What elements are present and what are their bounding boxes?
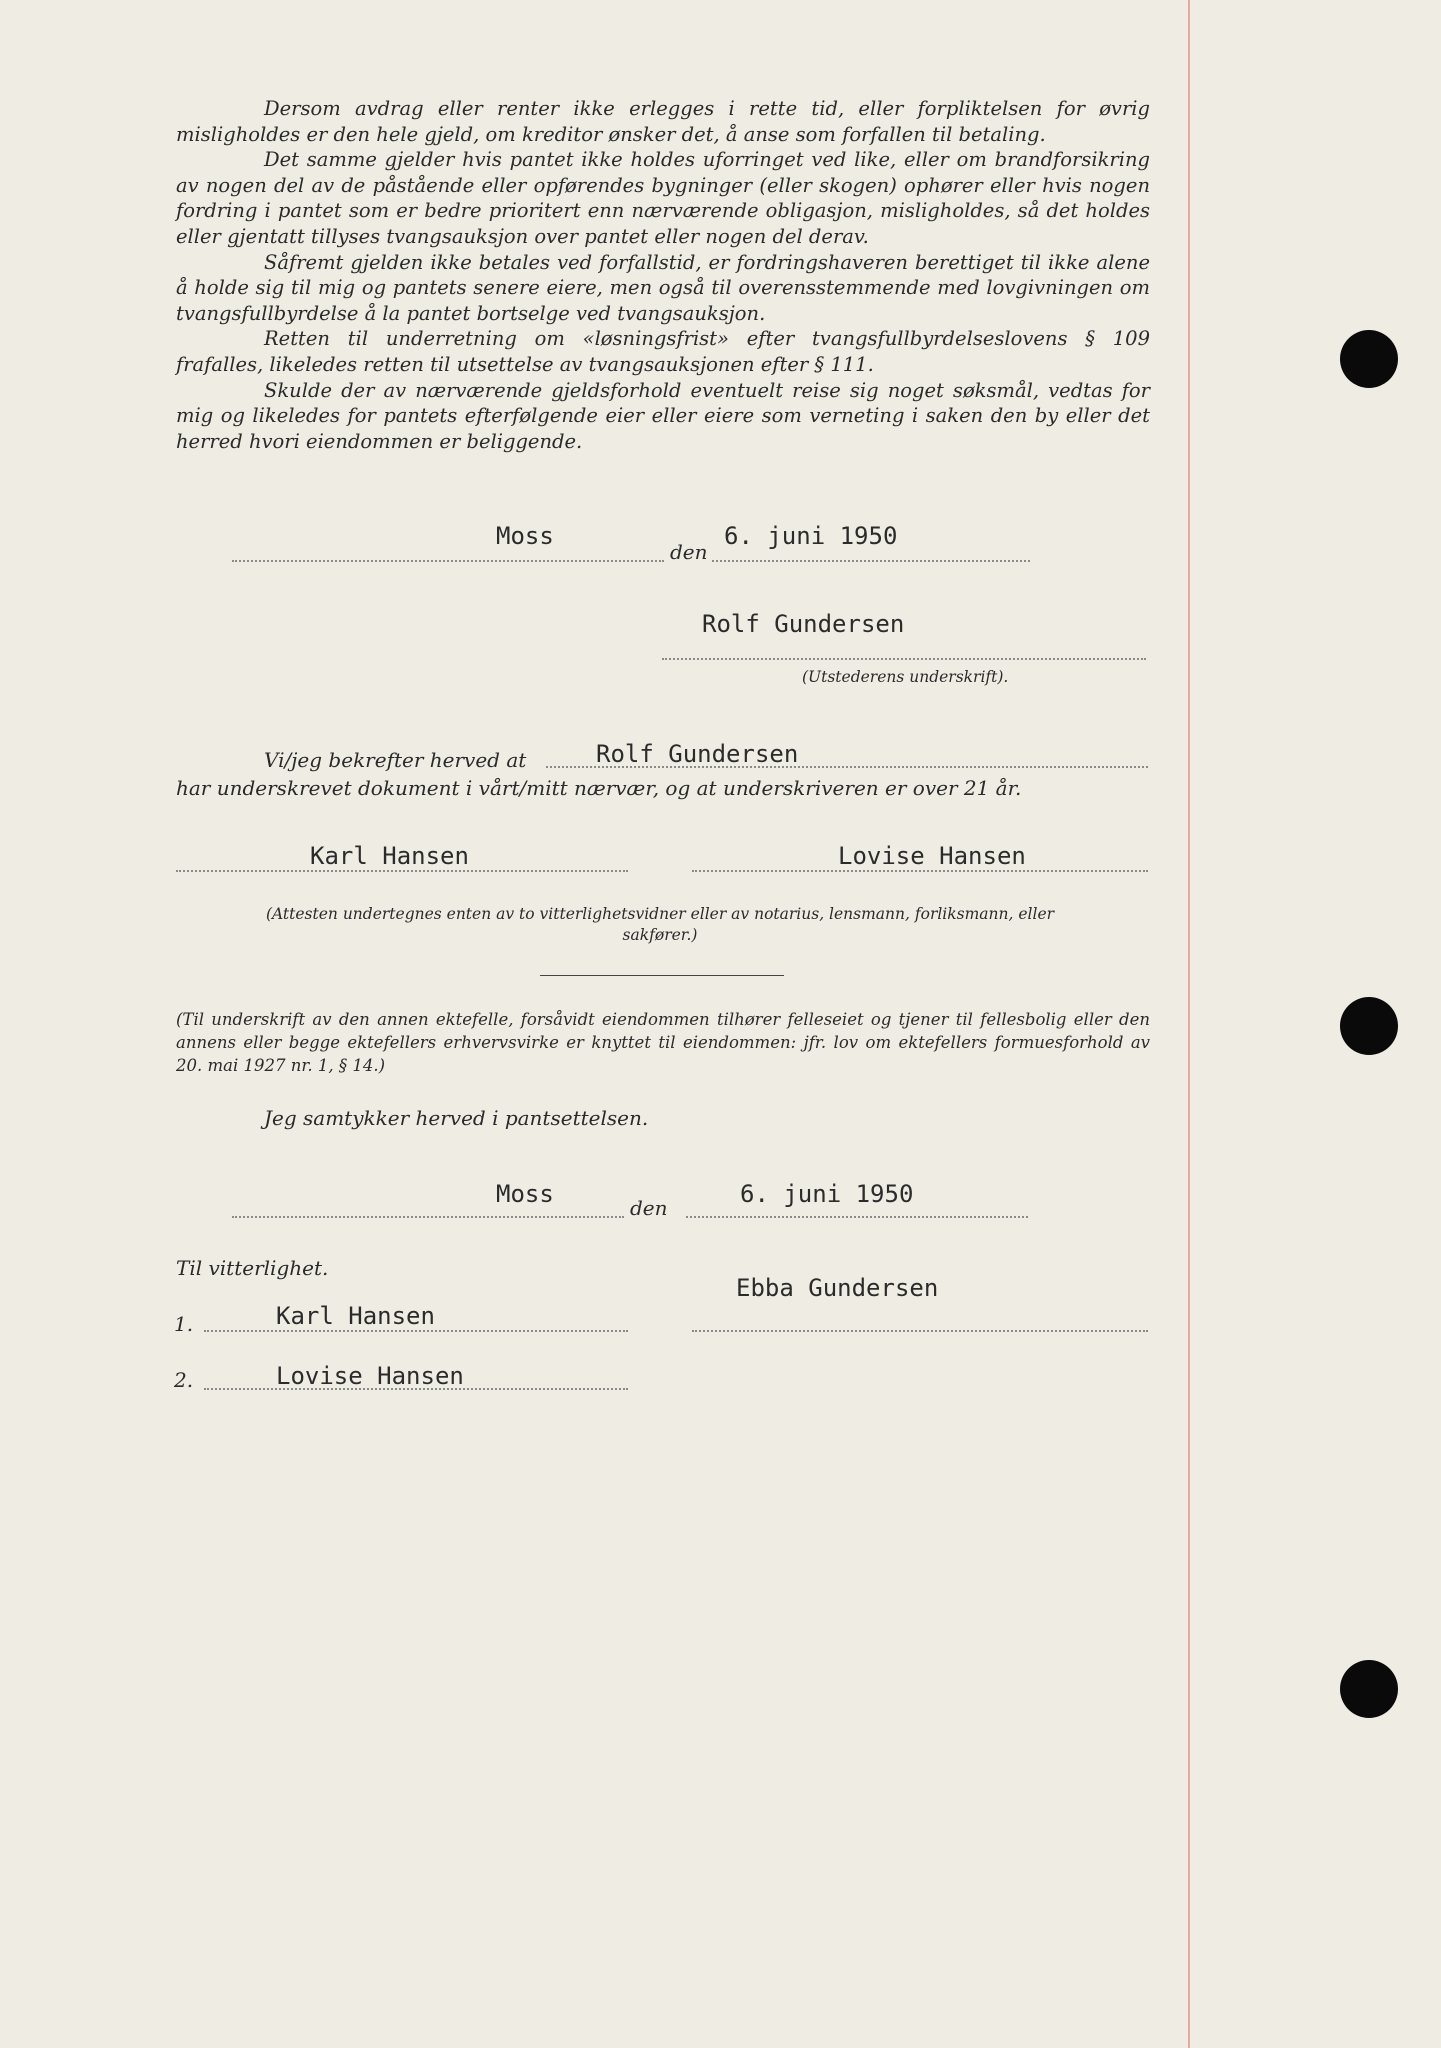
spouse-date-line [686,1216,1028,1218]
legal-clauses [176,96,1150,454]
attest-note: (Attesten undertegnes enten av to vitterlighetsvidner eller av notarius, lensmann, forliksmann, eller sakfører.) [265,905,1055,944]
issue-date: 6. juni 1950 [724,522,898,550]
section-divider [540,975,784,976]
issuer-signature: Rolf Gundersen [702,610,905,638]
clause-paragraph: Såfremt gjelden ikke betales ved forfallstid, er fordringshaveren berettiget til ikke alene å holde sig til mig og pantets senere eiere, men også til overensstemmende med lovgivningen om tvangsfullbyrdelse å la pantet bortselge ved tvangsauksjon. [176,250,1150,325]
spouse-place-line [232,1216,624,1218]
spouse-witness-2-line [204,1388,628,1390]
witness-number-1: 1. [174,1312,194,1336]
spouse-witness-1: Karl Hansen [276,1302,435,1330]
witness-statement-prefix: Vi/jeg bekrefter herved at [264,748,527,772]
witness-number-2: 2. [174,1368,194,1392]
witness-1-line [176,870,628,872]
vitterlighet-label: Til vitterlighet. [176,1256,329,1280]
witness-2-line [692,870,1148,872]
witness-2-signature: Lovise Hansen [838,842,1026,870]
spouse-signature: Ebba Gundersen [736,1274,939,1302]
witness-1-signature: Karl Hansen [310,842,469,870]
issue-place: Moss [496,522,554,550]
date-dotted-line [712,560,1030,562]
binder-hole [1340,330,1398,388]
witnessed-signer-name: Rolf Gundersen [596,740,799,768]
place-dotted-line [232,560,664,562]
binder-hole [1340,997,1398,1055]
issuer-signature-line [662,658,1146,660]
clause-paragraph: Skulde der av nærværende gjeldsforhold eventuelt reise sig noget søksmål, vedtas for mig og likeledes for pantets efterfølgende eier eller eiere som verneting i saken den by eller det herred hvori eiendommen er beliggende. [176,378,1150,453]
issuer-caption: (Utstederens underskrift). [802,668,1009,686]
clause-paragraph: Dersom avdrag eller renter ikke erlegges i rette tid, eller forpliktelsen for øvrig misligholdes er den hele gjeld, om kreditor ønsker det, å anse som forfallen til betaling. [176,97,1150,146]
witness-statement-line2: har underskrevet dokument i vårt/mitt nærvær, og at underskriveren er over 21 år. [176,776,1022,800]
spouse-witness-1-line [204,1330,628,1332]
clause-paragraph: Retten til underretning om «løsningsfrist» efter tvangsfullbyrdelseslovens § 109 frafalles, likeledes retten til utsettelse av tvangsauksjonen efter § 111. [176,327,1150,376]
spouse-note: (Til underskrift av den annen ektefelle, forsåvidt eiendommen tilhører felleseiet og tjener til fellesbolig eller den annens eller begge ektefellers erhvervsvirke er knyttet til eiendommen: jfr. lov om ektefellers formuesforhold av 20. mai 1927 nr. 1, § 14.) [176,1010,1150,1075]
den-label: den [670,540,708,564]
spouse-den-label: den [630,1196,668,1220]
clause-paragraph: Det samme gjelder hvis pantet ikke holdes uforringet ved like, eller om brandforsikring av nogen del av de påstående eller opførendes bygninger (eller skogen) ophører eller hvis nogen fordring i pantet som er bedre prioritert enn nærværende obligasjon, misligholdes, så det holdes eller gjentatt tillyses tvangsauksjon over pantet eller nogen del derav. [176,148,1150,248]
spouse-place: Moss [496,1180,554,1208]
spouse-signature-line [692,1330,1148,1332]
spouse-witness-2: Lovise Hansen [276,1362,464,1390]
spouse-date: 6. juni 1950 [740,1180,914,1208]
consent-text: Jeg samtykker herved i pantsettelsen. [264,1106,649,1130]
red-margin-line [1188,0,1190,2048]
signer-name-line [546,766,1148,768]
binder-hole [1340,1660,1398,1718]
